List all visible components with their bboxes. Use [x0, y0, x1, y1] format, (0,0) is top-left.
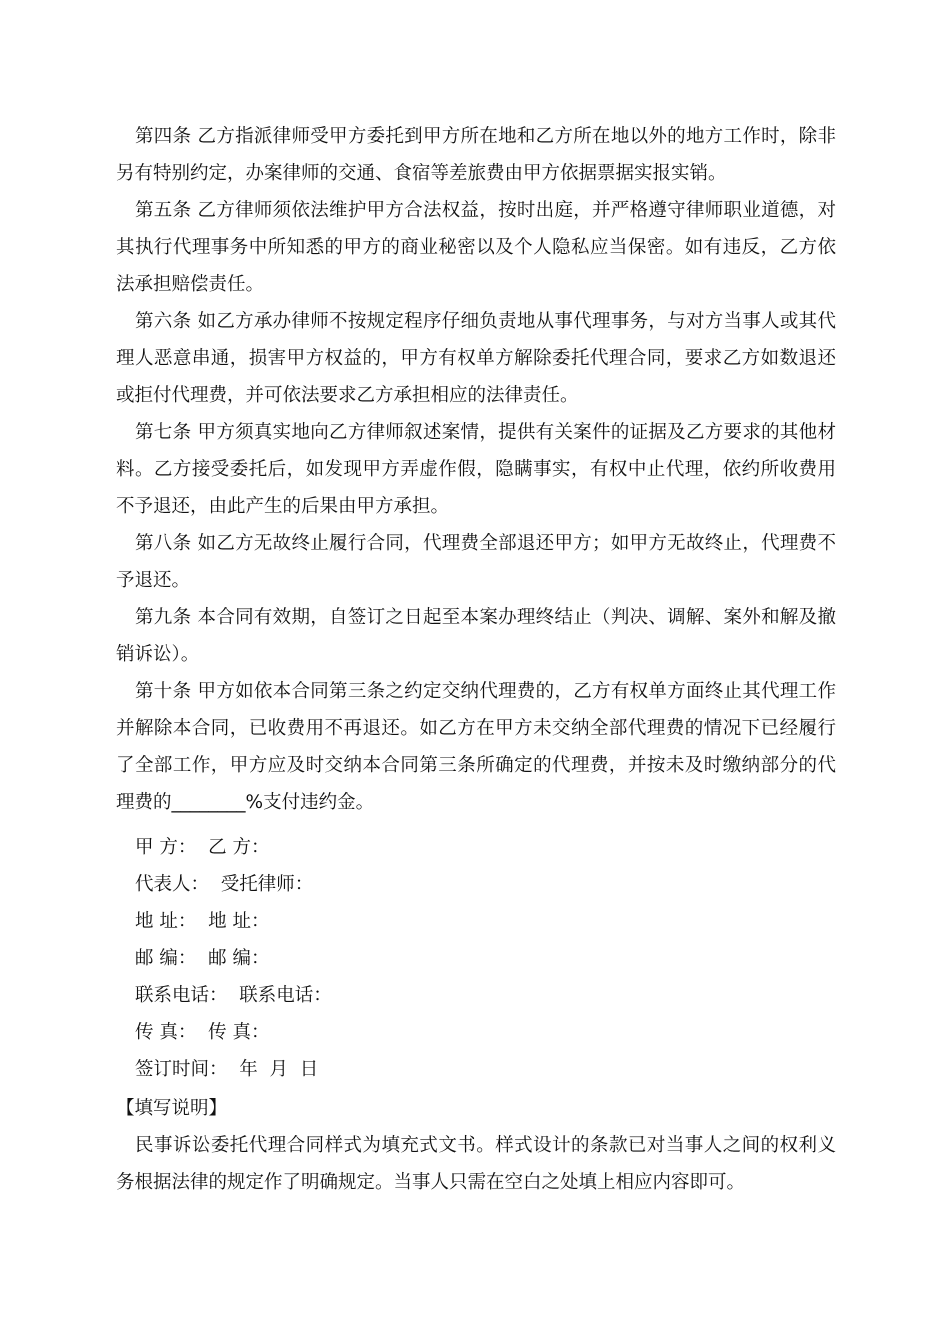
- article-7: [116, 414, 836, 525]
- article-label: 第九条: [135, 607, 192, 628]
- signature-representative: 代表人： 受托律师：: [135, 874, 314, 895]
- article-9: [116, 599, 836, 673]
- article-6: [116, 303, 836, 414]
- note-title: 【填写说明】: [116, 1098, 228, 1119]
- article-label: 第十条: [135, 681, 192, 702]
- note-text: 民事诉讼委托代理合同样式为填充式文书。样式设计的条款已对当事人之间的权利义务根据法律的规定作了明确规定。当事人只需在空白之处填上相应内容即可。: [116, 1135, 836, 1193]
- article-label: 第五条: [135, 200, 192, 221]
- article-10: [116, 673, 836, 821]
- signature-phone: 联系电话： 联系电话：: [135, 985, 332, 1006]
- note-body: [116, 1127, 836, 1201]
- article-label: 第四条: [135, 126, 192, 147]
- article-5: [116, 192, 836, 303]
- article-label: 第七条: [135, 422, 192, 443]
- article-text: 乙方指派律师受甲方委托到甲方所在地和乙方所在地以外的地方工作时，除非另有特别约定，办案律师的交通、食宿等差旅费由甲方依据票据实报实销。: [116, 126, 836, 184]
- article-text: 甲方须真实地向乙方律师叙述案情，提供有关案件的证据及乙方要求的其他材料。乙方接受委托后，如发现甲方弄虚作假，隐瞒事实，有权中止代理，依约所收费用不予退还，由此产生的后果由甲方承担。: [116, 422, 836, 517]
- article-text: 如乙方无故终止履行合同，代理费全部退还甲方；如甲方无故终止，代理费不予退还。: [116, 533, 836, 591]
- article-text: 如乙方承办律师不按规定程序仔细负责地从事代理事务，与对方当事人或其代理人恶意串通，损害甲方权益的，甲方有权单方解除委托代理合同，要求乙方如数退还或拒付代理费，并可依法要求乙方承担相应的法律责任。: [116, 311, 836, 406]
- article-text: 乙方律师须依法维护甲方合法权益，按时出庭，并严格遵守律师职业道德，对其执行代理事务中所知悉的甲方的商业秘密以及个人隐私应当保密。如有违反，乙方依法承担赔偿责任。: [116, 200, 836, 295]
- signature-date: 签订时间： 年 月 日: [135, 1059, 319, 1080]
- signature-party: 甲 方： 乙 方：: [135, 837, 270, 858]
- article-8: [116, 525, 836, 599]
- signature-address: 地 址： 地 址：: [135, 911, 270, 932]
- article-text: 甲方如依本合同第三条之约定交纳代理费的，乙方有权单方面终止其代理工作并解除本合同，已收费用不再退还。如乙方在甲方未交纳全部代理费的情况下已经履行了全部工作，甲方应及时交纳本合同第三条所确定的代理费，并按未及时缴纳部分的代理费的________%支付违约金。: [116, 681, 836, 813]
- signature-postcode: 邮 编： 邮 编：: [135, 948, 270, 969]
- article-text: 本合同有效期，自签订之日起至本案办理终结止（判决、调解、案外和解及撤销诉讼）。: [116, 607, 836, 665]
- article-4: [116, 118, 836, 192]
- article-label: 第八条: [135, 533, 192, 554]
- article-label: 第六条: [135, 311, 192, 332]
- signature-fax: 传 真： 传 真：: [135, 1022, 270, 1043]
- contract-articles: [116, 118, 836, 821]
